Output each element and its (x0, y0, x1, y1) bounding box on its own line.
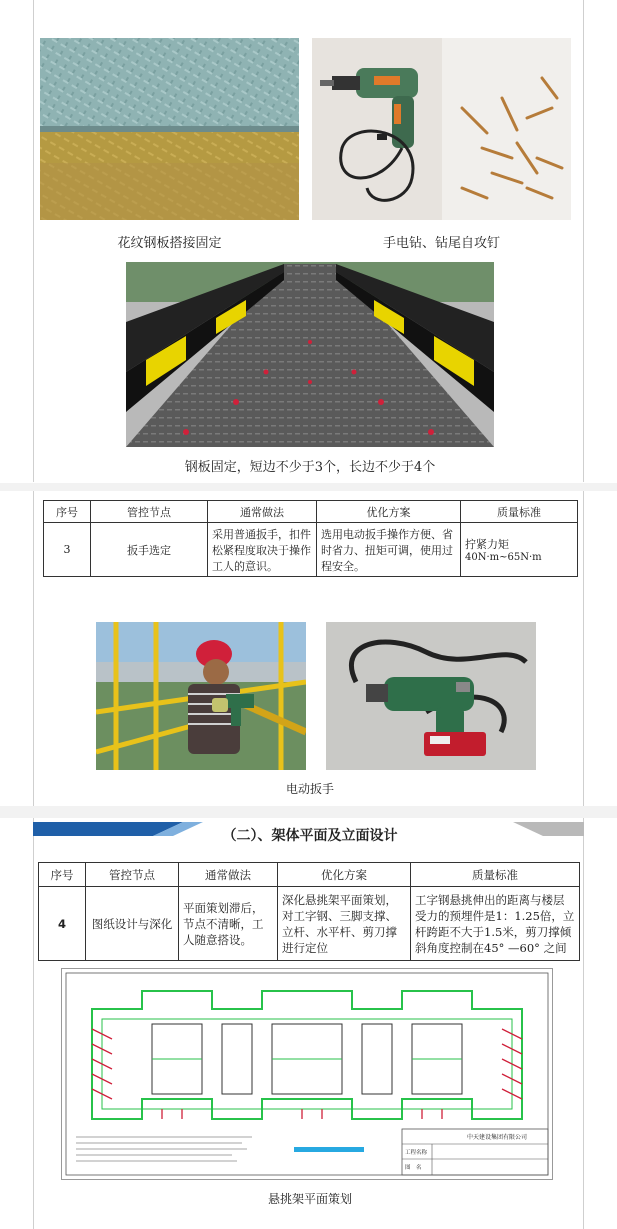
cell-usual: 采用普通扳手，扣件松紧程度取决于操作工人的意识。 (208, 523, 317, 577)
header-usual: 通常做法 (179, 863, 278, 887)
photo-worker-wrench (96, 622, 306, 770)
section-title: （二）、架体平面及立面设计 (222, 828, 398, 844)
caption-steel-fix: 钢板固定，短边不少于3个，长边不少于4个 (184, 460, 436, 475)
header-usual: 通常做法 (208, 501, 317, 523)
page-edge-left (33, 0, 34, 482)
header-optimized: 优化方案 (317, 501, 461, 523)
page-edge-right (583, 818, 584, 1229)
page-edge-left (33, 818, 34, 1229)
title-block-company: 中天建设集团有限公司 (467, 1134, 528, 1141)
photo-electric-wrench (326, 622, 536, 770)
standard-line1: 拧紧力矩 (465, 538, 509, 551)
caption-drill-screws: 手电钻、钻尾自攻钉 (382, 236, 500, 251)
cell-optimized: 选用电动扳手操作方便、省时省力、扭矩可调，使用过程安全。 (317, 523, 461, 577)
caption-cantilever-plan: 悬挑架平面策划 (267, 1192, 352, 1206)
page-gap (0, 806, 617, 818)
cell-usual: 平面策划滞后，节点不清晰，工人随意搭设。 (179, 887, 278, 961)
header-no: 序号 (44, 501, 91, 523)
standard-line2: 40N·m~65N·m (465, 552, 542, 563)
cell-optimized: 深化悬挑架平面策划，对工字钢、三脚支撑、立杆、水平杆、剪刀撑进行定位 (278, 887, 411, 961)
page-edge-right (583, 491, 584, 806)
header-no: 序号 (39, 863, 86, 887)
photo-drill-screws (312, 38, 571, 220)
page-gap (0, 483, 617, 491)
cell-no: 3 (44, 523, 91, 577)
control-table-wrench (43, 500, 578, 577)
header-optimized: 优化方案 (278, 863, 411, 887)
cell-standard: 工字钢悬挑伸出的距离与楼层受力的预埋件是1：1.25倍，立杆跨距不大于1.5米，剪刀撑倾斜角度控制在45° —60° 之间 (411, 887, 580, 961)
header-node: 管控节点 (86, 863, 179, 887)
header-node: 管控节点 (91, 501, 208, 523)
title-block-project-label: 工程名称 (405, 1150, 428, 1156)
cad-plan-drawing (61, 968, 553, 1180)
photo-steel-plate (40, 38, 299, 220)
title-block-drawing-label: 图 名 (405, 1165, 422, 1171)
cell-node: 图纸设计与深化 (86, 887, 179, 961)
caption-electric-wrench: 电动扳手 (285, 782, 334, 796)
page-edge-left (33, 491, 34, 806)
cell-no: 4 (39, 887, 86, 961)
header-standard: 质量标准 (461, 501, 578, 523)
photo-steel-walkway (126, 262, 494, 447)
control-table-drawing (38, 862, 580, 961)
header-standard: 质量标准 (411, 863, 580, 887)
caption-steel-plate: 花纹钢板搭接固定 (117, 236, 222, 251)
cell-node: 扳手选定 (91, 523, 208, 577)
page-edge-right (583, 0, 584, 482)
cell-standard (461, 523, 578, 577)
